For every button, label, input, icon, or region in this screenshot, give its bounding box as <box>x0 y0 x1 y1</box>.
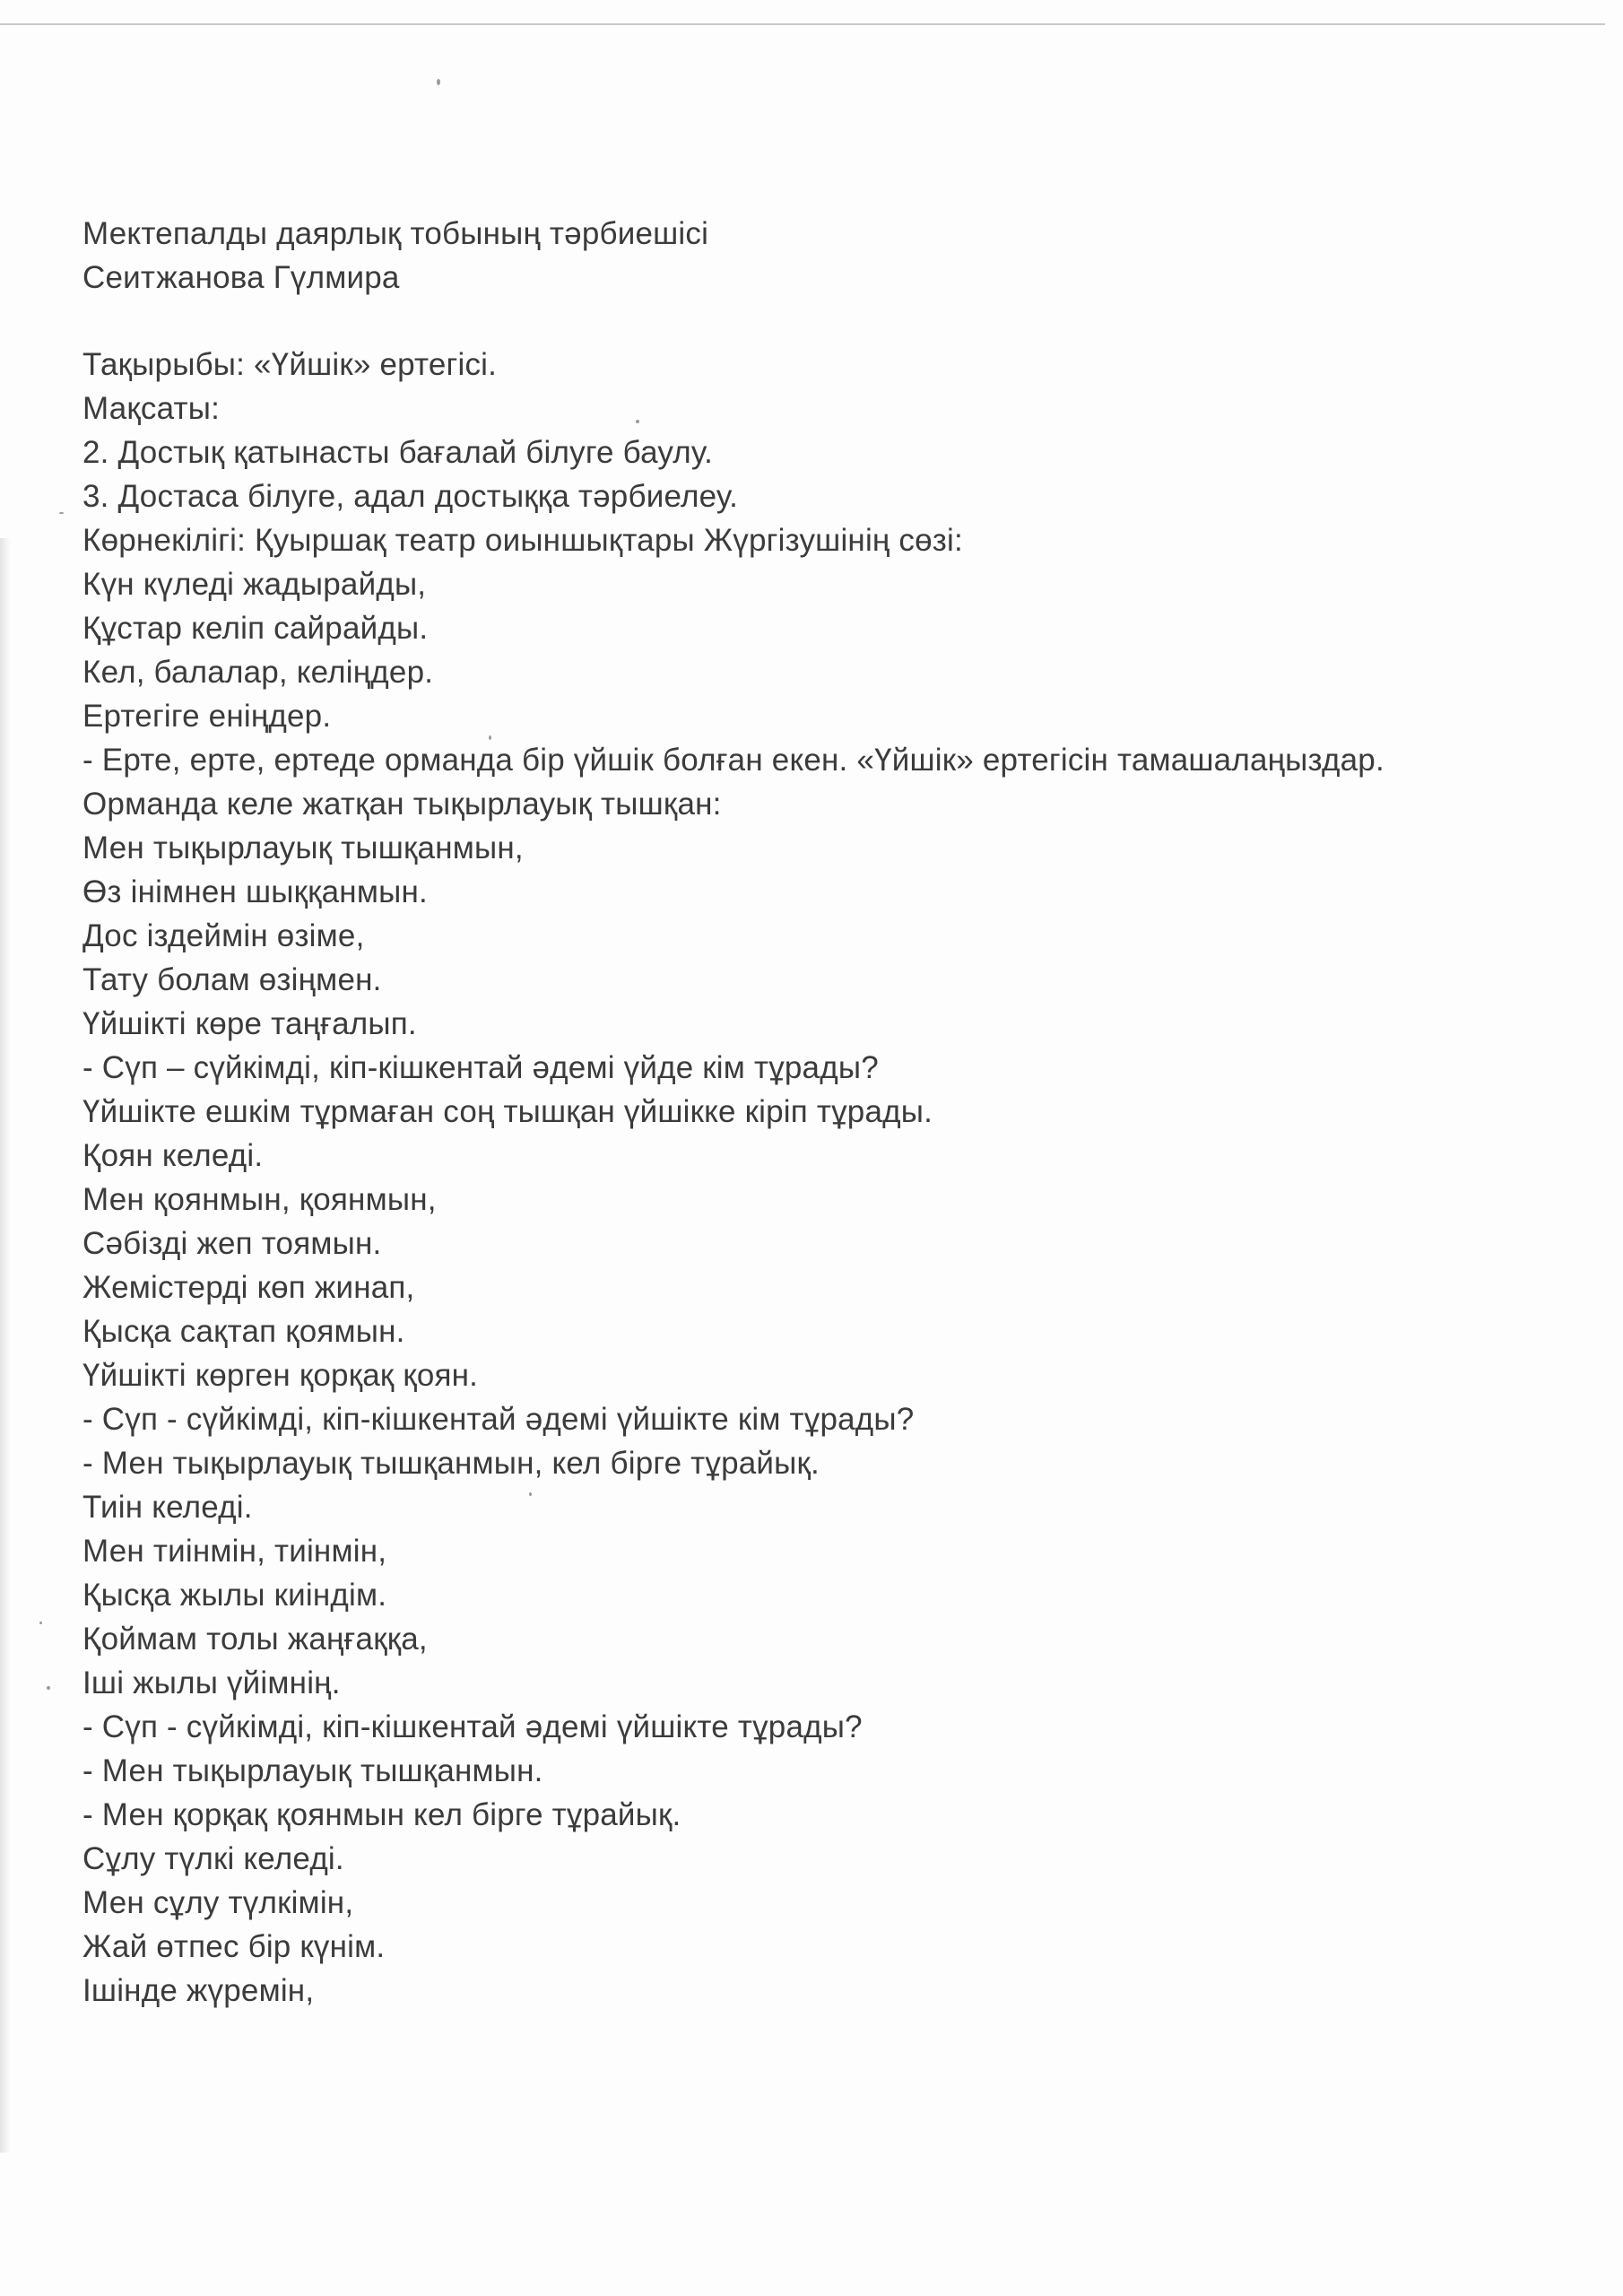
text-line: Көрнекілігі: Қуыршақ театр оиыншықтары Жүргізушінің сөзі: <box>82 523 963 558</box>
text-line: - Ерте, ерте, ертеде орманда бір үйшік болған екен. «Үйшік» ертегісін тамашалаңыздар. <box>82 743 1384 778</box>
text-line: Мен тиінмін, тиінмін, <box>82 1534 387 1569</box>
document-text <box>82 212 1589 2013</box>
text-line: Үйшікті көрген қорқақ қоян. <box>82 1358 479 1393</box>
text-line: 3. Достаса білуге, адал достыққа тәрбиелеу. <box>82 479 738 514</box>
text-line: Мақсаты: <box>82 391 221 426</box>
text-line: - Сүп - сүйкімді, кіп-кішкентай әдемі үйшікте кім тұрады? <box>82 1402 915 1437</box>
scan-speck <box>39 1622 42 1624</box>
text-line: Күн күледі жадырайды, <box>82 567 427 602</box>
text-line: Іші жылы үйімнің. <box>82 1665 341 1700</box>
text-line: Қысқа жылы киіндім. <box>82 1578 387 1613</box>
scan-top-edge <box>0 23 1605 25</box>
text-line: Қоян келеді. <box>82 1138 264 1173</box>
text-line: Жай өтпес бір күнім. <box>82 1929 386 1964</box>
text-line: Өз інімнен шыққанмын. <box>82 874 428 909</box>
text-line: Қысқа сақтап қоямын. <box>82 1314 405 1349</box>
text-line: - Мен қорқақ қоянмын кел бірге тұрайық. <box>82 1797 681 1832</box>
text-line: Орманда келе жатқан тықырлауық тышқан: <box>82 787 722 822</box>
text-line: Тату болам өзіңмен. <box>82 962 382 997</box>
text-line: Дос іздеймін өзіме, <box>82 918 365 953</box>
scan-speck <box>437 79 440 85</box>
text-line: Үйшікте ешкім тұрмаған соң тышқан үйшікке кіріп тұрады. <box>82 1094 933 1129</box>
text-line: Мен тықырлауық тышқанмын, <box>82 831 524 865</box>
header-line: Сеитжанова Гүлмира <box>82 260 400 295</box>
text-line: - Сүп – сүйкімді, кіп-кішкентай әдемі үйде кім тұрады? <box>82 1050 879 1085</box>
text-line: Ішінде жүремін, <box>82 1973 315 2008</box>
paragraph-gap <box>82 300 1589 343</box>
text-line: - Мен тықырлауық тышқанмын. <box>82 1753 543 1788</box>
text-line: Кел, балалар, келіңдер. <box>82 655 434 690</box>
text-line: - Сүп - сүйкімді, кіп-кішкентай әдемі үйшікте тұрады? <box>82 1709 863 1744</box>
scan-speck <box>47 1686 50 1690</box>
text-line: Үйшікті көре таңғалып. <box>82 1006 417 1041</box>
text-line: Сұлу түлкі келеді. <box>82 1841 344 1876</box>
text-line: Тақырыбы: «Үйшік» ертегісі. <box>82 347 498 382</box>
text-line: Мен қоянмын, қоянмын, <box>82 1182 437 1217</box>
text-line: Қоймам толы жаңғаққа, <box>82 1622 428 1657</box>
text-line: Мен сұлу түлкімін, <box>82 1885 354 1920</box>
header-line: Мектепалды даярлық тобының тәрбиешісі <box>82 216 709 251</box>
text-line: Тиін келеді. <box>82 1490 253 1525</box>
scan-left-shadow <box>0 538 11 2152</box>
text-line: - Мен тықырлауық тышқанмын, кел бірге тұрайық. <box>82 1446 820 1481</box>
text-line: Құстар келіп сайрайды. <box>82 611 429 646</box>
text-line: Ертегіге еніңдер. <box>82 699 332 734</box>
text-line: Жемістерді көп жинап, <box>82 1270 415 1305</box>
scan-speck <box>59 512 64 514</box>
text-line: Сәбізді жеп тоямын. <box>82 1226 382 1261</box>
text-line: 2. Достық қатынасты бағалай білуге баулу. <box>82 435 714 470</box>
